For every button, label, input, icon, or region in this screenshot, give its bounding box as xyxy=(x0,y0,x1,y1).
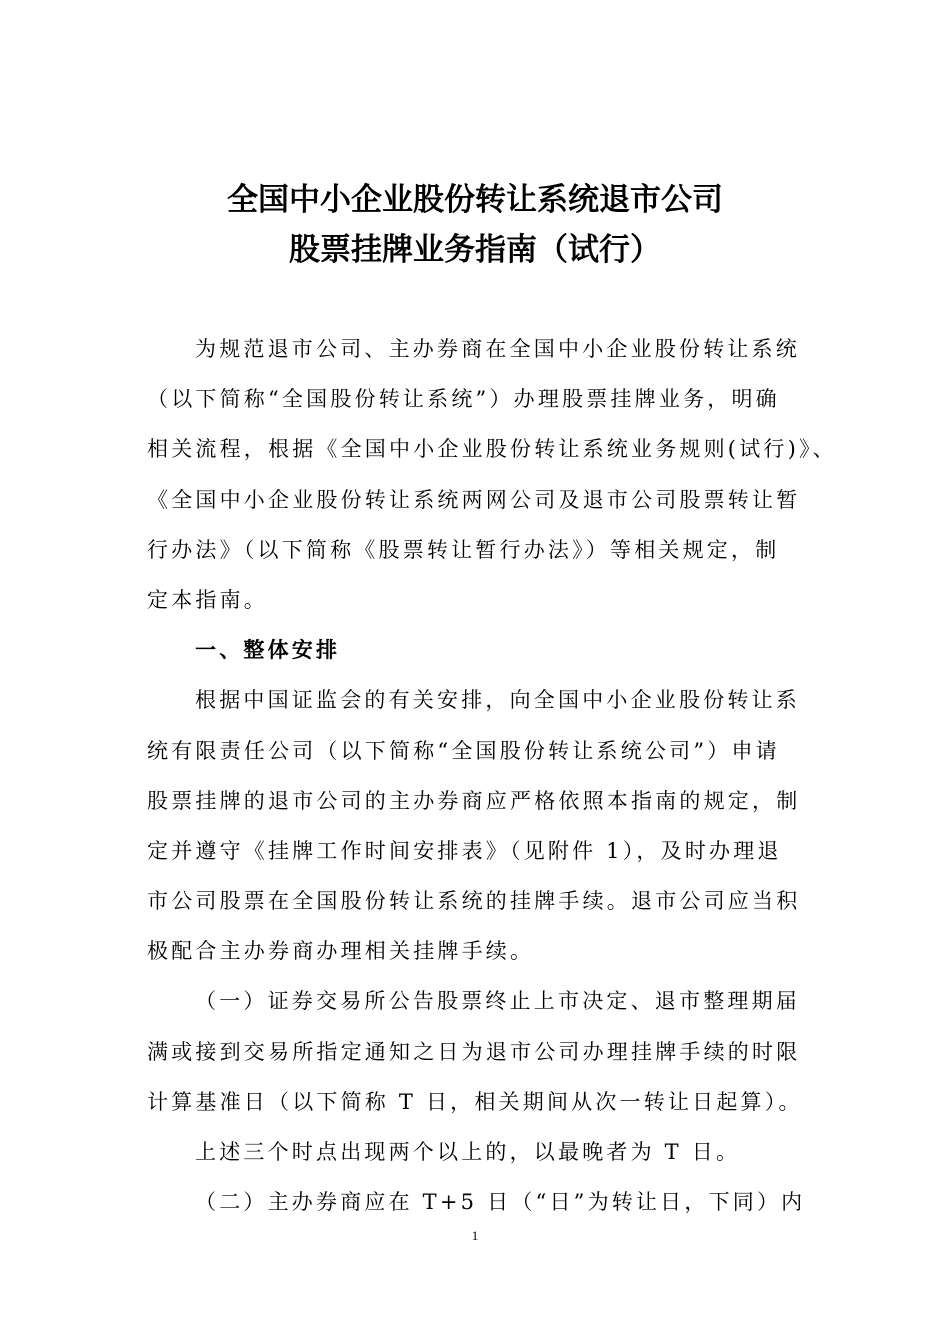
paragraph-line: （二）主办券商应在 T+5 日（“日”为转让日，下同）内 xyxy=(195,1190,806,1215)
page-number: 1 xyxy=(471,1228,479,1243)
paragraph-line: 满或接到交易所指定通知之日为退市公司办理挂牌手续的时限 xyxy=(147,1039,801,1064)
paragraph-line: 行办法》（以下简称《股票转让暂行办法》）等相关规定，制 xyxy=(147,537,780,562)
paragraph-line: 为规范退市公司、主办券商在全国中小企业股份转让系统 xyxy=(195,337,800,361)
paragraph-line: 上述三个时点出现两个以上的，以最晚者为 T 日。 xyxy=(195,1140,741,1164)
paragraph-line: 统有限责任公司（以下简称“全国股份转让系统公司”）申请 xyxy=(147,738,780,763)
document-title-line-2: 股票挂牌业务指南（试行） xyxy=(289,232,661,268)
paragraph-line: （以下简称“全国股份转让系统”）办理股票挂牌业务，明确 xyxy=(147,387,780,412)
paragraph-line: 市公司股票在全国股份转让系统的挂牌手续。退市公司应当积 xyxy=(147,889,801,914)
paragraph-line: 定并遵守《挂牌工作时间安排表》（见附件 1），及时办理退 xyxy=(147,838,782,863)
paragraph-line: 计算基准日（以下简称 T 日，相关期间从次一转让日起算）。 xyxy=(147,1089,803,1114)
paragraph-line: 股票挂牌的退市公司的主办券商应严格依照本指南的规定，制 xyxy=(147,788,801,813)
paragraph-line: （一）证券交易所公告股票终止上市决定、退市整理期届 xyxy=(195,989,800,1014)
document-body xyxy=(147,324,837,1227)
paragraph-line: 《全国中小企业股份转让系统两网公司及退市公司股票转让暂 xyxy=(147,487,801,512)
paragraph-line: 定本指南。 xyxy=(147,587,268,612)
document-title-line-1: 全国中小企业股份转让系统退市公司 xyxy=(227,182,723,218)
paragraph-line: 相关流程，根据《全国中小企业股份转让系统业务规则(试行)》、 xyxy=(147,437,837,462)
paragraph-line: 极配合主办券商办理相关挂牌手续。 xyxy=(147,939,535,964)
paragraph-line: 根据中国证监会的有关安排，向全国中小企业股份转让系 xyxy=(195,688,800,713)
section-heading: 一、整体安排 xyxy=(195,637,341,663)
